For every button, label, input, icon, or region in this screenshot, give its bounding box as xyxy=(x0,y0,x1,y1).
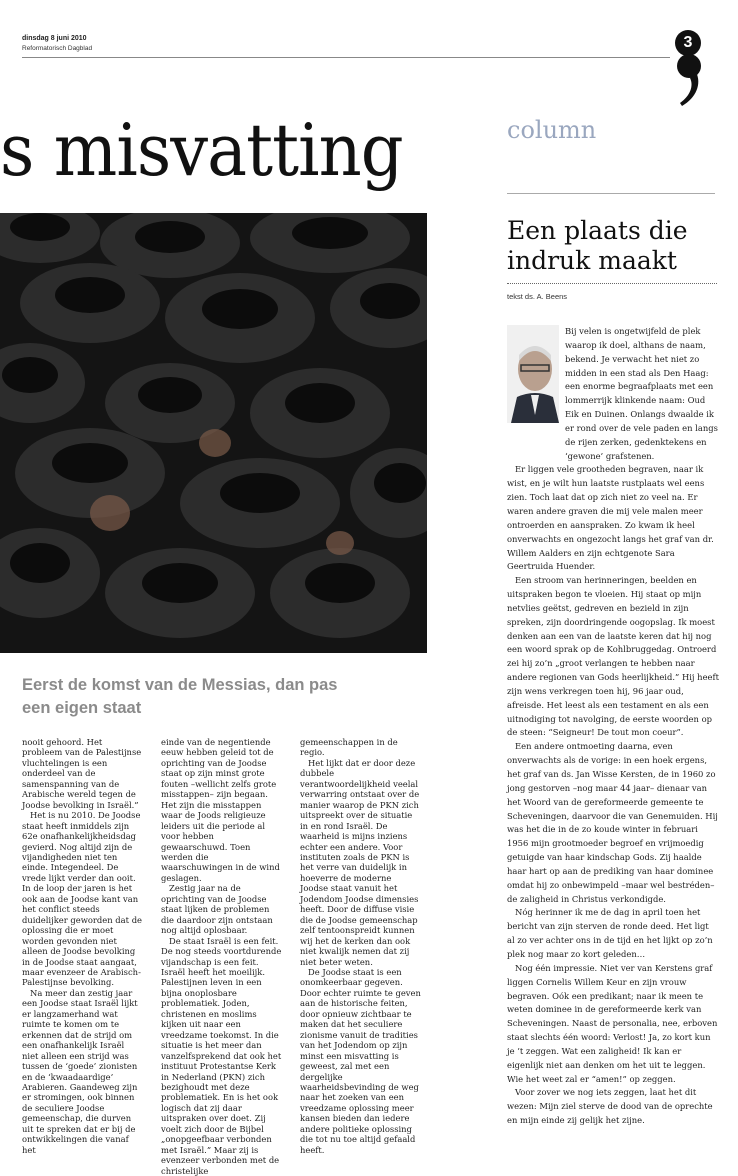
headline: s misvatting xyxy=(0,108,403,192)
section-label: column xyxy=(507,116,597,144)
column-paragraph: Een andere ontmoeting daarna, even onverwachts als de vorige: in een hoek ergens, het graf van ds. Jan Wisse Kersten, de in 1960 zo jong gestorven –nog maar 44 jaar– dienaar van het Woord van de gereformeerde gemeente te Scheveningen, daarvoor die van Genemuiden. Hij was het die in de zo koude winter in februari 1956 mijn grootmoeder begroef en vrijmoedig getuigde van haar kindschap Gods. Zij haalde haar hart op aan de prediking van haar dominee omdat hij zo onbewimpeld –maar wel bestréden– de zaligheid in Christus verkondigde. xyxy=(507,741,718,904)
article-column-1 xyxy=(22,737,143,1155)
column-title: Een plaats die indruk maakt xyxy=(507,216,688,275)
dotted-divider xyxy=(507,283,717,284)
hats-crowd-photo xyxy=(0,213,427,653)
article-column-2 xyxy=(161,737,282,1176)
article-paragraph: Het lijkt dat er door deze dubbele verantwoordelijkheid veelal verwarring ontstaat over de manier waarop de PKN zich uitspreekt over de situatie in en rond Israël. De waarheid is mijns inziens echter een andere. Voor instituten zoals de PKN is het verre van duidelijk in hoeverre de moderne Joodse staat vanuit het Jodendom Joodse dimensies heeft. Door de diffuse visie die de Joodse gemeenschap zelf tentoonspreidt kunnen wij het de kerken dan ook niet kwalijk nemen dat zij niet beter weten. xyxy=(300,757,420,967)
article-column-3 xyxy=(300,737,421,1155)
page-number: 3 xyxy=(675,30,701,56)
article-paragraph: gemeenschappen in de regio. xyxy=(300,737,398,758)
column-paragraph: Voor zover we nog iets zeggen, laat het dit wezen: Mijn ziel sterve de dood van de oprechte en mijn einde zij gelijk het zijne. xyxy=(507,1087,713,1126)
subheadline: Eerst de komst van de Messias, dan pas een eigen staat xyxy=(22,676,338,717)
header-rule xyxy=(22,57,670,58)
article-paragraph: nooit gehoord. Het probleem van de Palestijnse vluchtelingen is een onderdeel van de samenspanning van de Arabische wereld tegen de Joodse bevolking in Israël.” xyxy=(22,737,142,810)
column-paragraph: Nóg herinner ik me de dag in april toen het bericht van zijn sterven de ronde deed. Het ligt al zo ver achter ons in de tijd en het lijkt op zo’n plek nog maar zo kort geleden… xyxy=(507,907,713,959)
byline: tekst ds. A. Beens xyxy=(507,292,568,301)
column-paragraph: Er liggen vele grootheden begraven, naar ik wist, en je wilt hun laatste rustplaats wel eens zien. Toch laat dat op zich niet zo veel na. Er waren andere graven die mij vele malen meer ontroerden en aanspraken. Zo kwam ik heel onverwachts en ongezocht langs het graf van dr. Willem Aalders en zijn echtgenote Sara Geertruida Huender. xyxy=(507,464,714,572)
article-paragraph: Na meer dan zestig jaar een Joodse staat Israël lijkt er langzamerhand wat ruimte te komen om te erkennen dat de strijd om een onafhankelijk Israël niet alleen een strijd was tussen de ‘goede’ zionisten en de ‘kwaadaardige’ Arabieren. Gaandeweg zijn er stromingen, ook binnen de seculiere Joodse gemeenschap, die durven uit te spreken dat er bij de ontwikkelingen die vanaf het xyxy=(22,987,138,1155)
comma-logo-icon xyxy=(674,52,704,108)
article-paragraph: Zestig jaar na de oprichting van de Joodse staat lijken de problemen die daardoor zijn ontstaan nog altijd oplosbaar. xyxy=(161,883,273,936)
newspaper-name: Reformatorisch Dagblad xyxy=(22,45,93,52)
issue-date: dinsdag 8 juni 2010 xyxy=(22,35,87,42)
article-paragraph: einde van de negentiende eeuw hebben geleid tot de oprichting van de Joodse staat op zijn minst grote fouten –wellicht zelfs grote misstappen– zijn begaan. Het zijn die misstappen waar de Joods religieuze leiders uit die periode al voor hebben gewaarschuwd. Toen werden die waarschuwingen in de wind geslagen. xyxy=(161,737,280,883)
article-paragraph: De staat Israël is een feit. De nog steeds voortdurende vijandschap is een feit. Israël heeft het moeilijk. Palestijnen leven in een bijna onoplosbare problematiek. Joden, christenen en moslims kijken uit naar een vreedzame toekomst. In die situatie is het meer dan vanzelfsprekend dat ook het instituut Protestantse Kerk in Nederland (PKN) zich bezighoudt met deze problematiek. En is het ook logisch dat zij daar uitspraken over doet. Zij voelt zich door de Bijbel „onopgeefbaar verbonden met Israël.” Maar zij is evenzeer verbonden met de christelijke xyxy=(161,935,282,1176)
column-intro: Bij velen is ongetwijfeld de plek waarop ik doel, althans de naam, bekend. Je verwacht het niet zo midden in een stad als Den Haag: een enorme begraafplaats met een lommerrijk klinkende naam: Oud Eik en Duinen. Onlangs dwaalde ik er rond over de vele paden en langs de rijen zerken, gedenktekens en ‘gewone’ grafstenen. xyxy=(565,326,718,461)
section-rule xyxy=(507,193,715,194)
article-paragraph: Het is nu 2010. De Joodse staat heeft inmiddels zijn 62e onafhankelijkheidsdag gevierd. Nog altijd zijn de vijandigheden niet ten einde. Integendeel. De vrede lijkt verder dan ooit. In de loop der jaren is het ook aan de Joodse kant van het conflict steeds duidelijker geworden dat de oplossing die er moet worden gevonden niet alleen de Joodse bevolking in de Joodse staat aangaat, maar evenzeer de Arabisch-Palestijnse bevolking. xyxy=(22,810,143,988)
column-paragraph: Nog één impressie. Niet ver van Kerstens graf liggen Cornelis Willem Keur en zijn vrouw begraven. Oók een predikant; naar ik meen te weten dominee in de gereformeerde kerk van Scheveningen. Naast de personalia, nee, erboven staat slechts één woord: Verlost! Ja, zo kort kun je ’t zeggen. Wat een zaligheid! Ik kan er eigenlijk niet aan denken om het uit te leggen. Wie het weet zal er “amen!” op zeggen. xyxy=(507,962,718,1084)
column-paragraph: Een stroom van herinneringen, beelden en uitspraken begon te vloeien. Hij staat op mijn netvlies geëtst, gedreven en bezield in zijn spreken, zijn doordringende oogopslag. Ik moest denken aan een van de laatste keren dat hij nog een woord sprak op de Kohlbruggedag. Ontroerd zei hij zo’n „groot verlangen te hebben naar andere regionen van Gods heerlijkheid.” Hij heeft zijn wens verkregen toen hij, 96 jaar oud, afreisde. Het leest als een testament en als een uitnodiging tot navolging, de eerste woorden op de steen: “Seigneur! De tout mon coeur”. xyxy=(507,575,719,738)
article-paragraph: De Joodse staat is een onomkeerbaar gegeven. Door echter ruimte te geven aan de historische feiten, door opnieuw zichtbaar te maken dat het seculiere zionisme vanuit de tradities van het Jodendom op zijn minst een misvatting is geweest, zal met een dergelijke waarheidsbevinding de weg naar het zoeken van een vreedzame oplossing meer kansen bieden dan iedere andere politieke oplossing die tot nu toe altijd gefaald heeft. xyxy=(300,966,421,1155)
column-body xyxy=(507,325,719,1128)
